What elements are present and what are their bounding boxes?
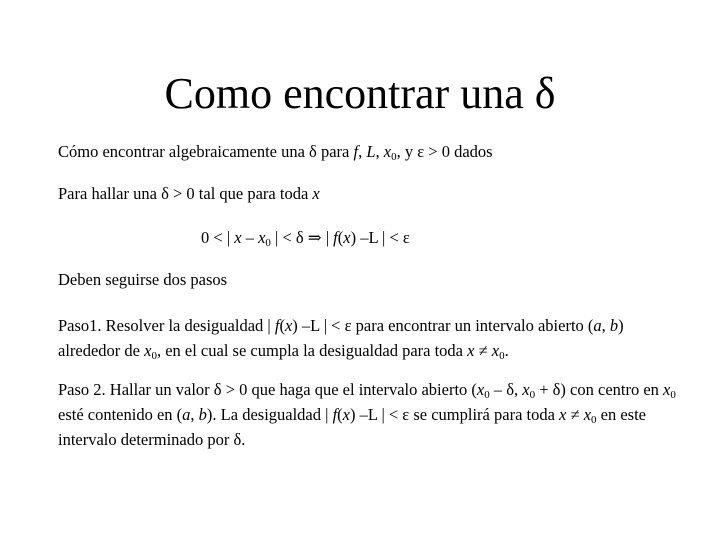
paso2-a: a [182, 405, 191, 424]
formula-part-3: | < δ ⇒ | [270, 228, 334, 247]
paso1-x3: x [491, 341, 500, 360]
paso1-part-6: , en el cual se cumpla la desigualdad para toda [156, 341, 468, 360]
paso2-part-8: ) –L | < ε se cumplirá para toda [349, 405, 560, 424]
formula-x2: x [343, 228, 351, 247]
formula-sub: 0 [265, 237, 271, 249]
paso2-part-10: en este intervalo determinado por δ. [58, 405, 646, 449]
paso2-part-4: esté contenido en ( [58, 405, 183, 424]
paso2-x5: x [583, 405, 592, 424]
intro-x: x [383, 142, 392, 161]
intro-f: f [353, 142, 359, 161]
paso2-paragraph [58, 377, 678, 452]
hallar-x: x [312, 184, 320, 203]
paso1-part-3: ) –L | < ε para encontrar un intervalo abierto ( [292, 316, 594, 335]
paso2-x4: x [559, 405, 567, 424]
paso2-sub-3: 0 [591, 414, 597, 426]
hallar-text: Para hallar una δ > 0 tal que para toda [58, 184, 313, 203]
paso2-part-6: ). La desigualdad | [206, 405, 333, 424]
paso2-b: b [198, 405, 207, 424]
intro-comma-2: , [375, 142, 384, 161]
paso2-sub-2: 0 [670, 389, 676, 401]
paso2-x3: x [342, 405, 350, 424]
paso2-part-2: – δ, [489, 380, 523, 399]
paso1-part-4: , [601, 316, 610, 335]
paso1-f: f [274, 316, 280, 335]
paso2-part-7: ( [337, 405, 343, 424]
paso2-f: f [332, 405, 338, 424]
paso2-sub-0: 0 [484, 389, 490, 401]
paso2-x2: x [663, 380, 671, 399]
paso1-sub-0: 0 [151, 350, 157, 362]
formula-part-2: – [241, 228, 259, 247]
paso2-x1: x [522, 380, 530, 399]
intro-text: Cómo encontrar algebraicamente una δ para [58, 142, 354, 161]
deben-line: Deben seguirse dos pasos [58, 270, 228, 289]
paso2-part-5: , [190, 405, 199, 424]
formula-part-1: 0 < | [201, 228, 235, 247]
intro-comma-1: , [358, 142, 367, 161]
paso1-a: a [593, 316, 602, 335]
paso1-part-5: ) alrededor de [58, 316, 624, 360]
paso1-sub-1: 0 [499, 350, 505, 362]
intro-tail: , y ε > 0 dados [396, 142, 493, 161]
intro-L: L [366, 142, 376, 161]
paso1-part-1: Paso1. Resolver la desigualdad | [58, 316, 275, 335]
paso1-part-2: ( [279, 316, 285, 335]
formula-f: f [333, 228, 338, 247]
formula-x: x [234, 228, 242, 247]
paso2-sub-1: 0 [529, 389, 536, 401]
paso2-part-1: Paso 2. Hallar un valor δ > 0 que haga que el intervalo abierto ( [58, 380, 477, 399]
paso2-x0: x [476, 380, 485, 399]
formula-part-4: ( [337, 228, 344, 247]
hallar-line [58, 182, 320, 206]
intro-sub: 0 [391, 151, 397, 163]
formula-x0: x [258, 228, 266, 247]
formula-part-5: ) –L | < ε [350, 228, 410, 247]
paso1-x2: x [467, 341, 475, 360]
paso1-x0: x [144, 341, 152, 360]
paso1-x: x [284, 316, 293, 335]
paso2-part-3: + δ) con centro en [535, 380, 664, 399]
paso1-paragraph [58, 313, 678, 363]
paso1-part-8: . [504, 341, 509, 360]
limit-formula [201, 226, 410, 250]
slide-title: Como encontrar una δ [164, 69, 556, 118]
intro-line [58, 140, 493, 164]
paso2-part-9: ≠ [566, 405, 584, 424]
paso1-b: b [609, 316, 619, 335]
paso1-part-7: ≠ [474, 341, 492, 360]
